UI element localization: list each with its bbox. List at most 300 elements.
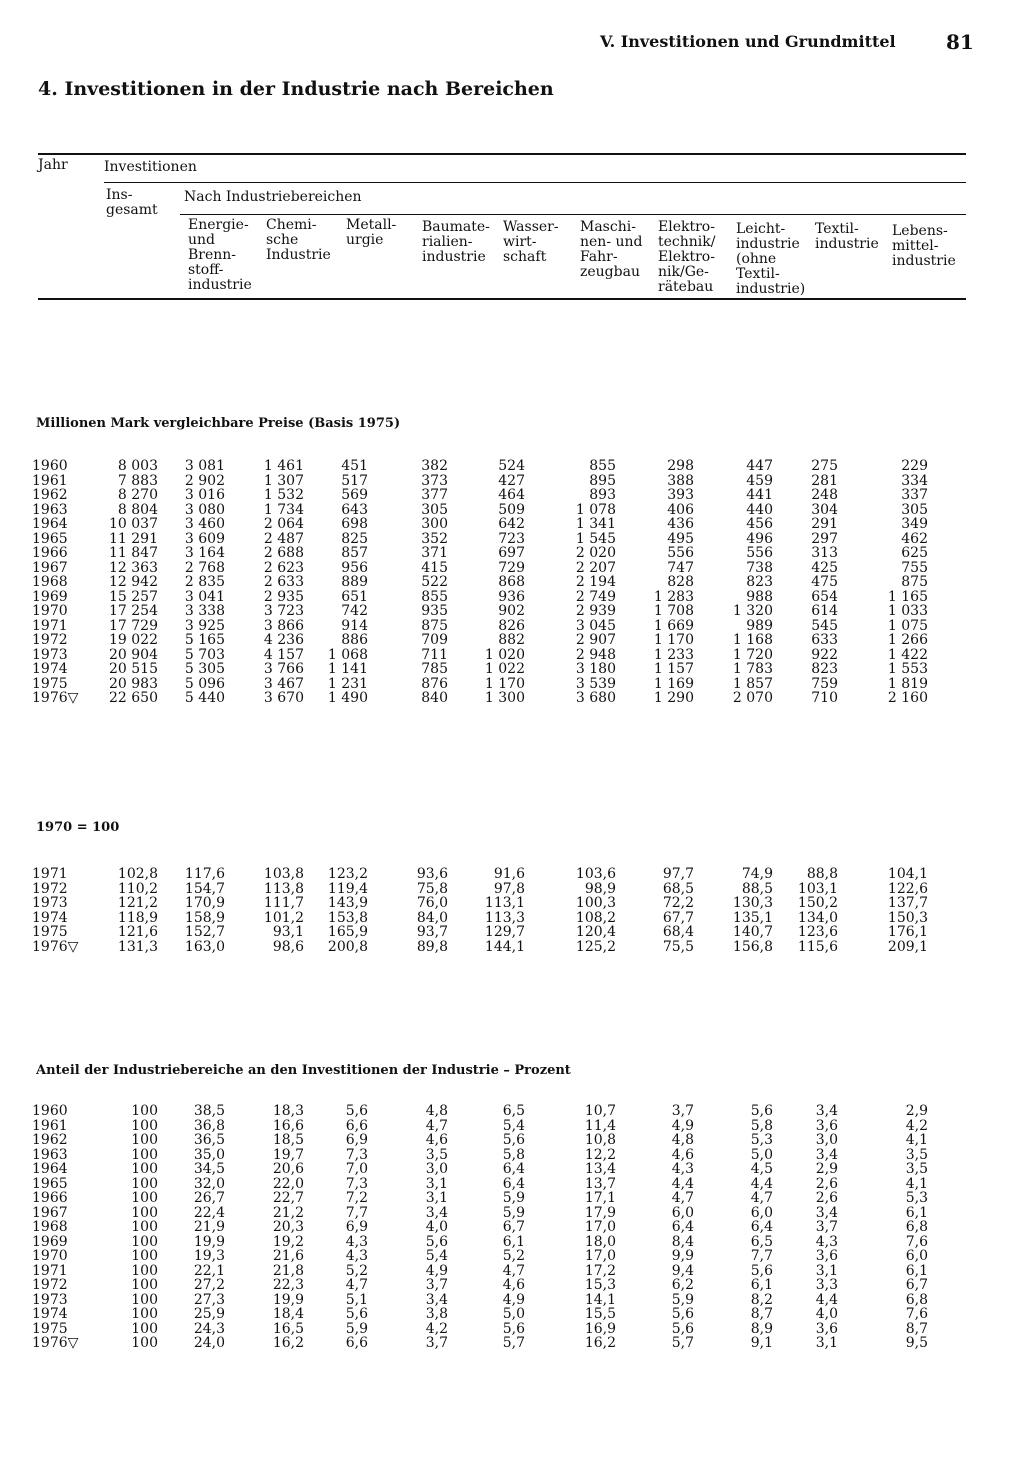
cell-lebensmittel: 5,3 <box>905 1190 928 1206</box>
cell-lebensmittel: 209,1 <box>887 938 928 955</box>
cell-chemie: 2 064 <box>263 516 304 532</box>
cell-textil: 475 <box>811 574 838 590</box>
year-cell: 1963 <box>32 1146 68 1163</box>
cell-metallurgie: 698 <box>341 516 368 532</box>
year-cell: 1973 <box>32 895 68 911</box>
cell-textil: 4,0 <box>815 1306 838 1322</box>
cell-lebensmittel: 137,7 <box>887 895 928 911</box>
cell-lebensmittel: 7,6 <box>905 1233 928 1250</box>
cell-textil: 3,4 <box>815 1204 838 1221</box>
cell-leichtindustrie: 6,4 <box>750 1219 773 1235</box>
cell-textil: 103,1 <box>797 880 838 897</box>
cell-metallurgie: 886 <box>341 632 368 648</box>
cell-maschinenbau: 100,3 <box>575 895 616 911</box>
cell-baumaterialien: 415 <box>421 559 448 576</box>
cell-textil: 291 <box>811 516 838 532</box>
cell-energie: 5 305 <box>184 661 225 677</box>
cell-insgesamt: 11 291 <box>109 530 158 547</box>
cell-chemie: 19,9 <box>272 1291 304 1308</box>
year-cell: 1971 <box>32 866 68 882</box>
cell-chemie: 16,5 <box>272 1320 304 1337</box>
cell-metallurgie: 5,1 <box>345 1291 368 1308</box>
cell-elektrotechnik: 828 <box>667 574 694 590</box>
cell-chemie: 2 633 <box>263 574 304 590</box>
table-row <box>0 1191 1024 1206</box>
cell-chemie: 2 623 <box>263 559 304 576</box>
cell-textil: 614 <box>811 603 838 619</box>
cell-maschinenbau: 10,8 <box>584 1132 616 1148</box>
cell-leichtindustrie: 989 <box>746 617 773 634</box>
cell-maschinenbau: 16,2 <box>584 1335 616 1351</box>
cell-chemie: 2 487 <box>263 530 304 547</box>
cell-lebensmittel: 6,7 <box>905 1277 928 1293</box>
cell-energie: 38,5 <box>193 1103 225 1119</box>
cell-baumaterialien: 522 <box>421 574 448 590</box>
cell-baumaterialien: 3,4 <box>425 1291 448 1308</box>
cell-metallurgie: 857 <box>341 545 368 561</box>
cell-energie: 36,8 <box>193 1117 225 1134</box>
cell-wasserwirtschaft: 6,4 <box>502 1175 525 1192</box>
cell-energie: 3 925 <box>184 617 225 634</box>
table-row <box>0 546 1024 561</box>
cell-textil: 4,3 <box>815 1233 838 1250</box>
cell-metallurgie: 6,9 <box>345 1132 368 1148</box>
cell-elektrotechnik: 388 <box>667 472 694 489</box>
cell-insgesamt: 121,2 <box>117 895 158 911</box>
cell-chemie: 22,3 <box>272 1277 304 1293</box>
cell-wasserwirtschaft: 129,7 <box>484 924 525 940</box>
table-row <box>0 1235 1024 1250</box>
cell-elektrotechnik: 747 <box>667 559 694 576</box>
year-cell: 1964 <box>32 1161 68 1177</box>
cell-wasserwirtschaft: 6,7 <box>502 1219 525 1235</box>
year-cell: 1974 <box>32 909 68 926</box>
cell-leichtindustrie: 8,2 <box>750 1291 773 1308</box>
cell-energie: 22,4 <box>193 1204 225 1221</box>
cell-metallurgie: 643 <box>341 501 368 518</box>
cell-energie: 2 902 <box>184 472 225 489</box>
year-cell: 1974 <box>32 1306 68 1322</box>
cell-insgesamt: 100 <box>131 1306 158 1322</box>
cell-metallurgie: 569 <box>341 487 368 503</box>
cell-baumaterialien: 711 <box>421 646 448 663</box>
cell-energie: 27,3 <box>193 1291 225 1308</box>
cell-chemie: 21,2 <box>272 1204 304 1221</box>
cell-wasserwirtschaft: 1 020 <box>484 646 525 663</box>
cell-textil: 2,9 <box>815 1161 838 1177</box>
cell-metallurgie: 153,8 <box>327 909 368 926</box>
cell-elektrotechnik: 393 <box>667 487 694 503</box>
cell-elektrotechnik: 9,4 <box>671 1262 694 1279</box>
cell-metallurgie: 200,8 <box>327 938 368 955</box>
cell-elektrotechnik: 1 170 <box>653 632 694 648</box>
cell-metallurgie: 7,3 <box>345 1175 368 1192</box>
cell-metallurgie: 914 <box>341 617 368 634</box>
cell-leichtindustrie: 5,3 <box>750 1132 773 1148</box>
cell-lebensmittel: 334 <box>901 472 928 489</box>
year-cell: 1975 <box>32 1320 68 1337</box>
page-number: 81 <box>946 30 974 54</box>
cell-baumaterialien: 709 <box>421 632 448 648</box>
cell-leichtindustrie: 1 720 <box>732 646 773 663</box>
cell-maschinenbau: 120,4 <box>575 924 616 940</box>
cell-lebensmittel: 104,1 <box>887 866 928 882</box>
cell-leichtindustrie: 5,6 <box>750 1103 773 1119</box>
cell-chemie: 3 467 <box>263 675 304 692</box>
cell-lebensmittel: 305 <box>901 501 928 518</box>
cell-metallurgie: 5,6 <box>345 1306 368 1322</box>
cell-maschinenbau: 3 045 <box>575 617 616 634</box>
table-row <box>0 1249 1024 1264</box>
cell-energie: 117,6 <box>184 866 225 882</box>
cell-elektrotechnik: 75,5 <box>662 938 694 955</box>
cell-chemie: 113,8 <box>263 880 304 897</box>
cell-energie: 19,9 <box>193 1233 225 1250</box>
cell-elektrotechnik: 5,9 <box>671 1291 694 1308</box>
cell-chemie: 3 866 <box>263 617 304 634</box>
cell-energie: 27,2 <box>193 1277 225 1293</box>
cell-baumaterialien: 352 <box>421 530 448 547</box>
section-title-index-1970: 1970 = 100 <box>36 820 120 835</box>
cell-leichtindustrie: 556 <box>746 545 773 561</box>
cell-maschinenbau: 2 749 <box>575 588 616 605</box>
cell-baumaterialien: 3,0 <box>425 1161 448 1177</box>
cell-textil: 2,6 <box>815 1175 838 1192</box>
cell-textil: 248 <box>811 487 838 503</box>
cell-baumaterialien: 935 <box>421 603 448 619</box>
cell-energie: 3 338 <box>184 603 225 619</box>
cell-insgesamt: 10 037 <box>109 516 158 532</box>
year-cell: 1963 <box>32 501 68 518</box>
cell-elektrotechnik: 6,0 <box>671 1204 694 1221</box>
year-cell: 1965 <box>32 530 68 547</box>
cell-textil: 3,1 <box>815 1335 838 1351</box>
cell-wasserwirtschaft: 5,0 <box>502 1306 525 1322</box>
cell-chemie: 4 236 <box>263 632 304 648</box>
cell-energie: 163,0 <box>184 938 225 955</box>
cell-elektrotechnik: 495 <box>667 530 694 547</box>
cell-metallurgie: 742 <box>341 603 368 619</box>
cell-metallurgie: 6,6 <box>345 1335 368 1351</box>
cell-textil: 313 <box>811 545 838 561</box>
cell-lebensmittel: 337 <box>901 487 928 503</box>
cell-textil: 115,6 <box>797 938 838 955</box>
cell-baumaterialien: 3,7 <box>425 1335 448 1351</box>
table-row <box>0 1148 1024 1163</box>
cell-insgesamt: 100 <box>131 1132 158 1148</box>
year-cell: 1967 <box>32 1204 68 1221</box>
cell-baumaterialien: 305 <box>421 501 448 518</box>
cell-wasserwirtschaft: 6,4 <box>502 1161 525 1177</box>
cell-leichtindustrie: 9,1 <box>750 1335 773 1351</box>
cell-textil: 3,4 <box>815 1146 838 1163</box>
cell-insgesamt: 20 515 <box>109 661 158 677</box>
table-row <box>0 1133 1024 1148</box>
year-cell: 1969 <box>32 1233 68 1250</box>
cell-elektrotechnik: 1 283 <box>653 588 694 605</box>
cell-insgesamt: 100 <box>131 1219 158 1235</box>
cell-textil: 2,6 <box>815 1190 838 1206</box>
cell-wasserwirtschaft: 1 170 <box>484 675 525 692</box>
cell-energie: 22,1 <box>193 1262 225 1279</box>
cell-textil: 3,6 <box>815 1117 838 1134</box>
year-cell: 1968 <box>32 1219 68 1235</box>
cell-elektrotechnik: 68,4 <box>662 924 694 940</box>
cell-baumaterialien: 76,0 <box>416 895 448 911</box>
cell-elektrotechnik: 1 157 <box>653 661 694 677</box>
section-title-anteil-prozent: Anteil der Industriebereiche an den Investitionen der Industrie – Prozent <box>36 1063 571 1078</box>
cell-wasserwirtschaft: 5,6 <box>502 1132 525 1148</box>
cell-leichtindustrie: 5,6 <box>750 1262 773 1279</box>
cell-textil: 3,0 <box>815 1132 838 1148</box>
cell-wasserwirtschaft: 936 <box>498 588 525 605</box>
cell-baumaterialien: 93,7 <box>416 924 448 940</box>
cell-energie: 5 096 <box>184 675 225 692</box>
header-textilindustrie: Textil- industrie <box>815 221 879 252</box>
cell-energie: 36,5 <box>193 1132 225 1148</box>
table-row <box>0 1220 1024 1235</box>
table-row <box>0 1336 1024 1351</box>
cell-elektrotechnik: 556 <box>667 545 694 561</box>
year-cell: 1973 <box>32 646 68 663</box>
table-row <box>0 633 1024 648</box>
cell-metallurgie: 1 141 <box>327 661 368 677</box>
cell-insgesamt: 100 <box>131 1204 158 1221</box>
cell-insgesamt: 12 942 <box>109 574 158 590</box>
year-cell: 1962 <box>32 487 68 503</box>
cell-elektrotechnik: 1 708 <box>653 603 694 619</box>
cell-maschinenbau: 11,4 <box>584 1117 616 1134</box>
cell-chemie: 18,5 <box>272 1132 304 1148</box>
table-row <box>0 648 1024 663</box>
cell-wasserwirtschaft: 882 <box>498 632 525 648</box>
cell-chemie: 16,6 <box>272 1117 304 1134</box>
year-cell: 1966 <box>32 1190 68 1206</box>
cell-metallurgie: 825 <box>341 530 368 547</box>
cell-maschinenbau: 98,9 <box>584 880 616 897</box>
cell-textil: 4,4 <box>815 1291 838 1308</box>
cell-maschinenbau: 1 341 <box>575 516 616 532</box>
year-cell: 1972 <box>32 632 68 648</box>
cell-wasserwirtschaft: 5,9 <box>502 1204 525 1221</box>
cell-elektrotechnik: 4,6 <box>671 1146 694 1163</box>
table-block-index-1970 <box>0 867 1024 954</box>
cell-insgesamt: 20 983 <box>109 675 158 692</box>
cell-elektrotechnik: 68,5 <box>662 880 694 897</box>
table-title: 4. Investitionen in der Industrie nach Bereichen <box>38 78 554 100</box>
header-elektrotechnik: Elektro- technik/ Elektro- nik/Ge- rätebau <box>658 219 716 295</box>
cell-metallurgie: 119,4 <box>327 880 368 897</box>
cell-metallurgie: 6,9 <box>345 1219 368 1235</box>
cell-leichtindustrie: 440 <box>746 501 773 518</box>
year-cell: 1971 <box>32 617 68 634</box>
table-row <box>0 1119 1024 1134</box>
cell-energie: 3 081 <box>184 458 225 474</box>
cell-textil: 304 <box>811 501 838 518</box>
cell-insgesamt: 11 847 <box>109 545 158 561</box>
cell-lebensmittel: 1 075 <box>887 617 928 634</box>
header-insgesamt: Ins- gesamt <box>106 187 158 218</box>
cell-insgesamt: 15 257 <box>109 588 158 605</box>
cell-leichtindustrie: 4,4 <box>750 1175 773 1192</box>
cell-lebensmittel: 6,8 <box>905 1291 928 1308</box>
cell-metallurgie: 5,2 <box>345 1262 368 1279</box>
cell-maschinenbau: 18,0 <box>584 1233 616 1250</box>
cell-baumaterialien: 89,8 <box>416 938 448 955</box>
year-cell: 1972 <box>32 880 68 897</box>
table-row <box>0 503 1024 518</box>
cell-chemie: 18,3 <box>272 1103 304 1119</box>
table-row <box>0 517 1024 532</box>
cell-maschinenbau: 2 207 <box>575 559 616 576</box>
table-row <box>0 691 1024 706</box>
cell-chemie: 19,7 <box>272 1146 304 1163</box>
header-chemie: Chemi- sche Industrie <box>266 217 331 263</box>
table-row <box>0 619 1024 634</box>
cell-textil: 3,6 <box>815 1320 838 1337</box>
header-rule-top <box>38 153 966 155</box>
cell-maschinenbau: 16,9 <box>584 1320 616 1337</box>
cell-chemie: 22,0 <box>272 1175 304 1192</box>
cell-lebensmittel: 3,5 <box>905 1146 928 1163</box>
cell-baumaterialien: 3,1 <box>425 1190 448 1206</box>
cell-wasserwirtschaft: 97,8 <box>493 880 525 897</box>
cell-leichtindustrie: 738 <box>746 559 773 576</box>
cell-baumaterialien: 84,0 <box>416 909 448 926</box>
cell-insgesamt: 19 022 <box>109 632 158 648</box>
cell-maschinenbau: 17,9 <box>584 1204 616 1221</box>
cell-energie: 5 440 <box>184 690 225 706</box>
cell-maschinenbau: 2 907 <box>575 632 616 648</box>
cell-chemie: 22,7 <box>272 1190 304 1206</box>
cell-wasserwirtschaft: 1 300 <box>484 690 525 706</box>
cell-energie: 3 164 <box>184 545 225 561</box>
table-row <box>0 662 1024 677</box>
cell-maschinenbau: 108,2 <box>575 909 616 926</box>
cell-leichtindustrie: 988 <box>746 588 773 605</box>
cell-wasserwirtschaft: 427 <box>498 472 525 489</box>
cell-wasserwirtschaft: 4,7 <box>502 1262 525 1279</box>
cell-insgesamt: 20 904 <box>109 646 158 663</box>
header-baumaterialien: Baumate- rialien- industrie <box>422 219 490 265</box>
cell-insgesamt: 100 <box>131 1175 158 1192</box>
cell-leichtindustrie: 1 783 <box>732 661 773 677</box>
year-cell: 1970 <box>32 603 68 619</box>
cell-wasserwirtschaft: 642 <box>498 516 525 532</box>
cell-lebensmittel: 4,1 <box>905 1132 928 1148</box>
cell-lebensmittel: 1 033 <box>887 603 928 619</box>
cell-textil: 88,8 <box>806 866 838 882</box>
cell-wasserwirtschaft: 5,4 <box>502 1117 525 1134</box>
cell-leichtindustrie: 74,9 <box>741 866 773 882</box>
cell-elektrotechnik: 298 <box>667 458 694 474</box>
cell-textil: 3,6 <box>815 1248 838 1264</box>
table-row <box>0 1322 1024 1337</box>
cell-lebensmittel: 7,6 <box>905 1306 928 1322</box>
cell-insgesamt: 100 <box>131 1320 158 1337</box>
cell-energie: 5 165 <box>184 632 225 648</box>
year-cell: 1976▽ <box>32 690 79 706</box>
cell-elektrotechnik: 406 <box>667 501 694 518</box>
cell-wasserwirtschaft: 5,7 <box>502 1335 525 1351</box>
cell-insgesamt: 131,3 <box>117 938 158 955</box>
cell-maschinenbau: 13,4 <box>584 1161 616 1177</box>
cell-leichtindustrie: 135,1 <box>732 909 773 926</box>
cell-baumaterialien: 5,6 <box>425 1233 448 1250</box>
cell-leichtindustrie: 1 857 <box>732 675 773 692</box>
cell-insgesamt: 17 254 <box>109 603 158 619</box>
cell-elektrotechnik: 4,4 <box>671 1175 694 1192</box>
cell-lebensmittel: 150,3 <box>887 909 928 926</box>
year-cell: 1966 <box>32 545 68 561</box>
cell-energie: 5 703 <box>184 646 225 663</box>
cell-leichtindustrie: 6,5 <box>750 1233 773 1250</box>
header-rule-bereiche <box>180 214 966 215</box>
cell-leichtindustrie: 1 168 <box>732 632 773 648</box>
cell-maschinenbau: 17,0 <box>584 1248 616 1264</box>
cell-baumaterialien: 4,0 <box>425 1219 448 1235</box>
table-row <box>0 1307 1024 1322</box>
table-row <box>0 911 1024 926</box>
year-cell: 1969 <box>32 588 68 605</box>
cell-metallurgie: 7,3 <box>345 1146 368 1163</box>
cell-metallurgie: 651 <box>341 588 368 605</box>
cell-metallurgie: 143,9 <box>327 895 368 911</box>
year-cell: 1967 <box>32 559 68 576</box>
cell-textil: 3,4 <box>815 1103 838 1119</box>
year-cell: 1970 <box>32 1248 68 1264</box>
cell-chemie: 1 734 <box>263 501 304 518</box>
table-row <box>0 1162 1024 1177</box>
table-row <box>0 532 1024 547</box>
cell-lebensmittel: 4,1 <box>905 1175 928 1192</box>
cell-maschinenbau: 855 <box>589 458 616 474</box>
cell-baumaterialien: 3,5 <box>425 1146 448 1163</box>
cell-energie: 2 835 <box>184 574 225 590</box>
cell-metallurgie: 4,3 <box>345 1248 368 1264</box>
cell-baumaterialien: 75,8 <box>416 880 448 897</box>
cell-wasserwirtschaft: 91,6 <box>493 866 525 882</box>
cell-baumaterialien: 382 <box>421 458 448 474</box>
cell-lebensmittel: 176,1 <box>887 924 928 940</box>
cell-maschinenbau: 2 194 <box>575 574 616 590</box>
table-row <box>0 882 1024 897</box>
cell-insgesamt: 100 <box>131 1146 158 1163</box>
cell-leichtindustrie: 5,8 <box>750 1117 773 1134</box>
table-row <box>0 474 1024 489</box>
cell-maschinenbau: 3 180 <box>575 661 616 677</box>
cell-insgesamt: 12 363 <box>109 559 158 576</box>
cell-lebensmittel: 1 422 <box>887 646 928 663</box>
cell-textil: 633 <box>811 632 838 648</box>
header-wasserwirtschaft: Wasser- wirt- schaft <box>503 219 559 265</box>
table-row <box>0 867 1024 882</box>
cell-maschinenbau: 1 545 <box>575 530 616 547</box>
table-row <box>0 925 1024 940</box>
cell-energie: 35,0 <box>193 1146 225 1163</box>
cell-maschinenbau: 125,2 <box>575 938 616 955</box>
cell-insgesamt: 22 650 <box>109 690 158 706</box>
cell-leichtindustrie: 1 320 <box>732 603 773 619</box>
cell-lebensmittel: 6,8 <box>905 1219 928 1235</box>
cell-wasserwirtschaft: 464 <box>498 487 525 503</box>
cell-lebensmittel: 229 <box>901 458 928 474</box>
cell-elektrotechnik: 3,7 <box>671 1103 694 1119</box>
cell-baumaterialien: 840 <box>421 690 448 706</box>
cell-baumaterialien: 3,8 <box>425 1306 448 1322</box>
cell-maschinenbau: 12,2 <box>584 1146 616 1163</box>
cell-leichtindustrie: 441 <box>746 487 773 503</box>
